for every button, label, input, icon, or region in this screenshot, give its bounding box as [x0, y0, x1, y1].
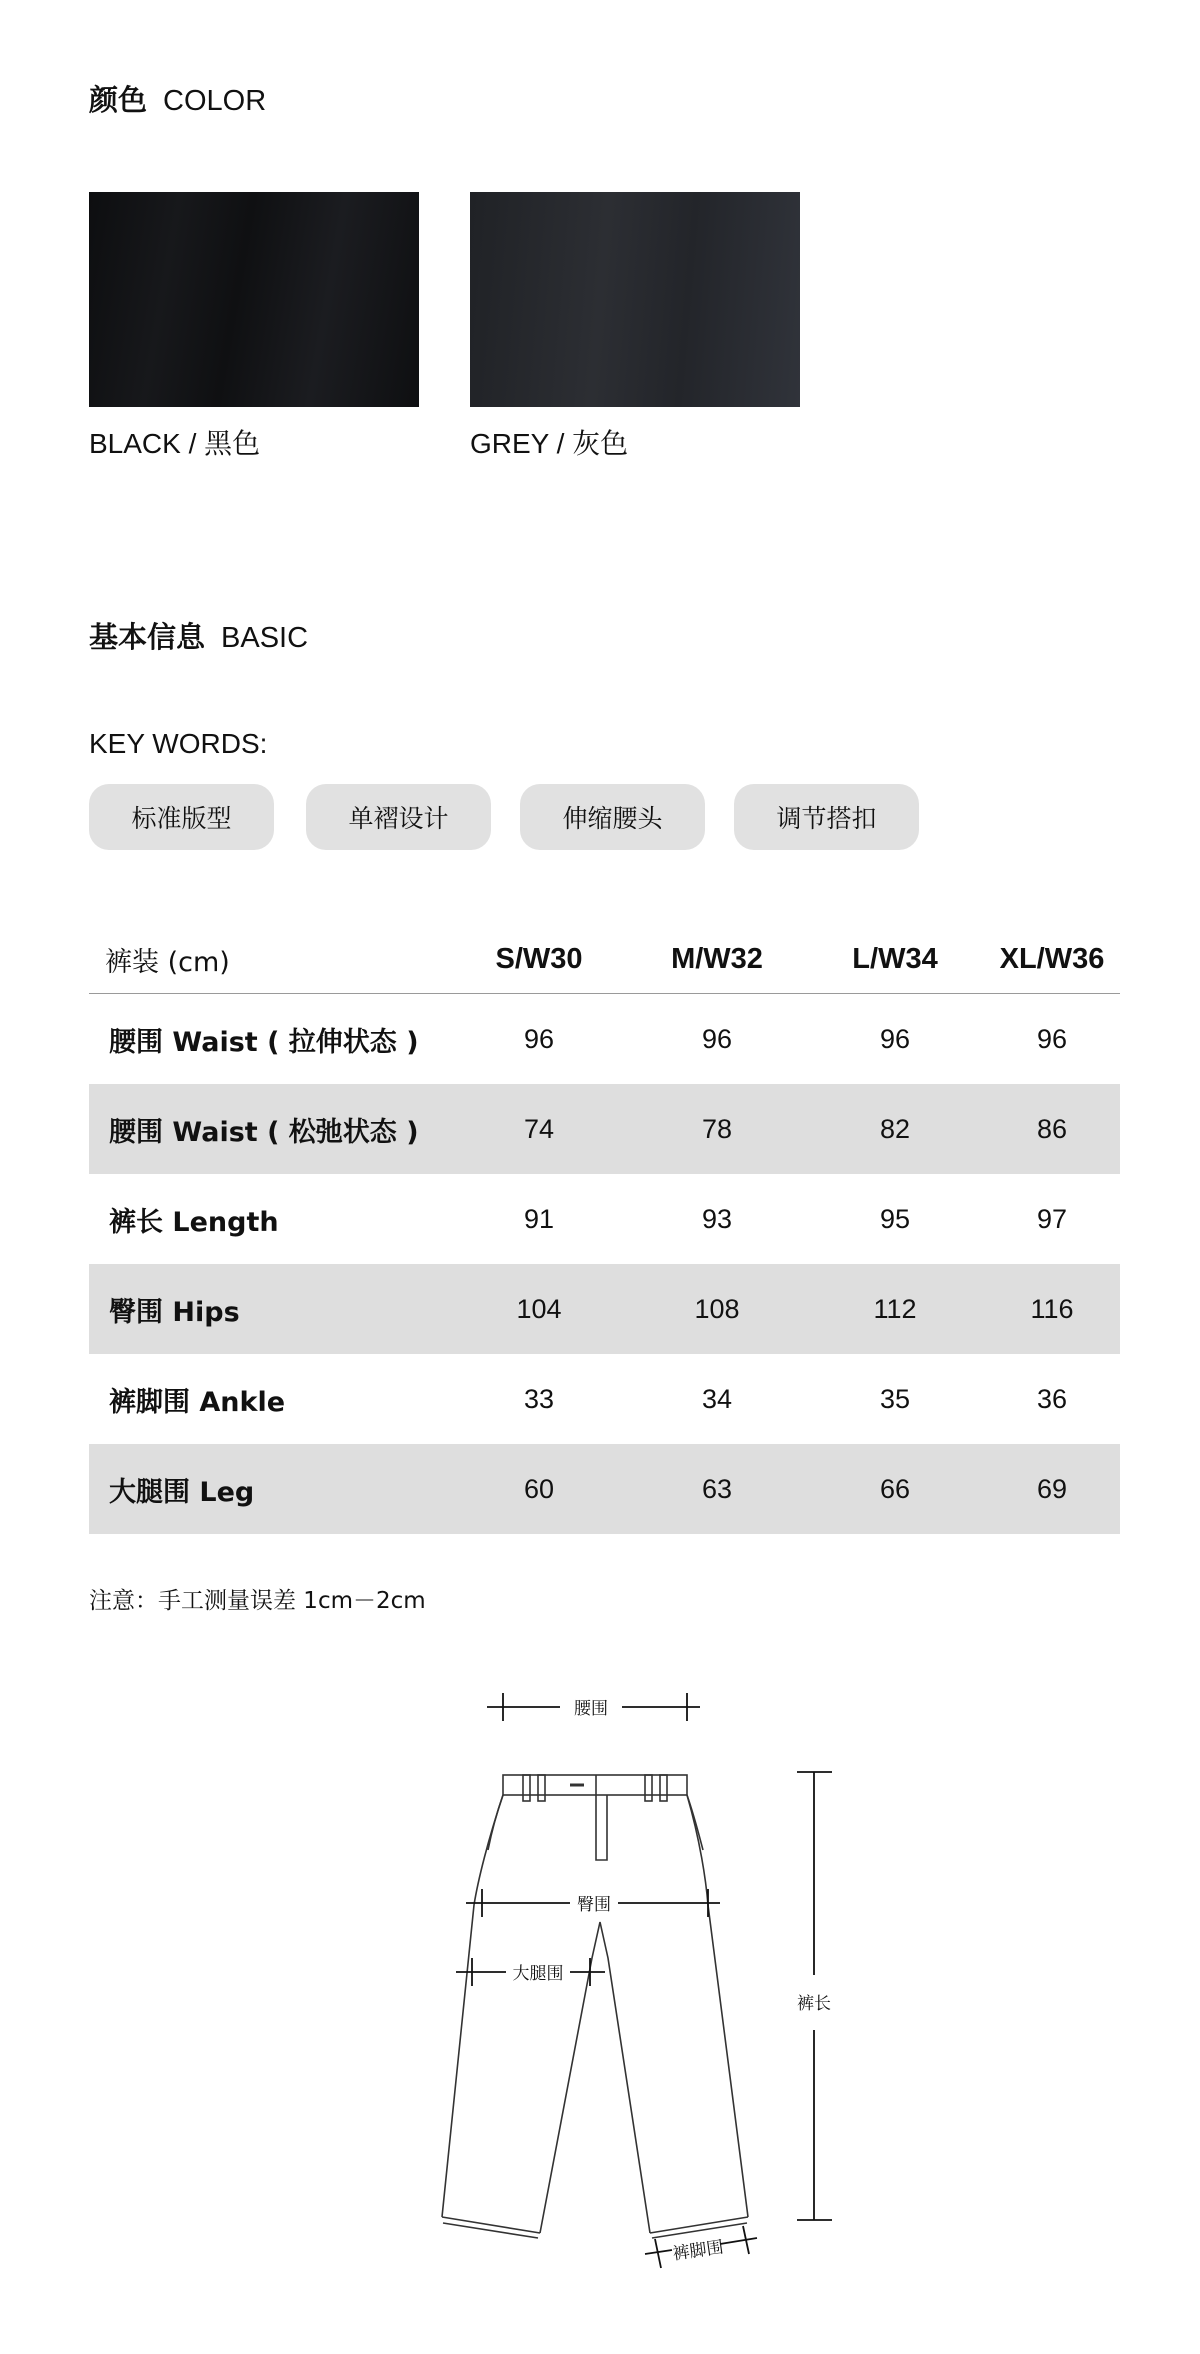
swatch-grey-label: GREY / 灰色: [470, 428, 629, 459]
table-cell: 33: [523, 1383, 555, 1414]
keyword-tag: 调节搭扣: [734, 784, 919, 850]
leg-measure-label: 大腿围: [512, 1964, 564, 1984]
table-cell: 35: [879, 1383, 911, 1414]
table-cell: 108: [628, 1264, 806, 1354]
keyword-tag: 伸缩腰头: [520, 784, 705, 850]
header-cell: M/W32: [628, 925, 806, 994]
basic-title-zh: 基本信息: [89, 620, 206, 654]
table-cell: 69: [984, 1444, 1120, 1534]
measurement-note: 注意：手工测量误差 1cm－2cm: [89, 1588, 426, 1614]
table-cell: 91: [523, 1203, 555, 1234]
header-cell: 裤装 (cm): [89, 925, 450, 994]
header-cell: S/W30: [450, 925, 628, 994]
table-cell: 93: [701, 1203, 733, 1234]
row-label: 大腿围 Leg: [89, 1444, 450, 1534]
table-cell: 74: [450, 1084, 628, 1174]
waist-measure-label: 腰围: [574, 1699, 608, 1719]
row-label: 裤长 Length: [109, 1206, 279, 1238]
table-cell: 95: [879, 1203, 911, 1234]
ankle-measure-label: 裤脚围: [671, 2237, 725, 2265]
keyword-tag: 单褶设计: [306, 784, 491, 850]
row-label: 臀围 Hips: [89, 1264, 450, 1354]
table-cell: 66: [806, 1444, 984, 1534]
table-cell: 104: [450, 1264, 628, 1354]
hips-measure-label: 臀围: [577, 1895, 611, 1915]
row-label: 腰围 Waist ( 松弛状态 ): [89, 1084, 450, 1174]
table-cell: 82: [806, 1084, 984, 1174]
table-cell: 96: [523, 1023, 555, 1054]
color-title-zh: 颜色: [89, 83, 148, 117]
table-cell: 60: [450, 1444, 628, 1534]
header-cell: XL/W36: [984, 925, 1120, 994]
row-label: 裤脚围 Ankle: [109, 1386, 286, 1418]
table-cell: 96: [1036, 1023, 1068, 1054]
table-cell: 96: [701, 1023, 733, 1054]
table-cell: 116: [984, 1264, 1120, 1354]
table-cell: 86: [984, 1084, 1120, 1174]
table-cell: 112: [806, 1264, 984, 1354]
color-title-en: COLOR: [163, 85, 267, 117]
table-cell: 78: [628, 1084, 806, 1174]
table-cell: 34: [701, 1383, 733, 1414]
row-label: 腰围 Waist ( 拉伸状态 ): [109, 1026, 419, 1058]
pants-outline: [442, 1775, 748, 2238]
keywords-label: KEY WORDS:: [89, 728, 268, 759]
basic-title-en: BASIC: [221, 622, 309, 654]
length-measure-label: 裤长: [797, 1994, 831, 2014]
header-cell: L/W34: [806, 925, 984, 994]
keyword-tag: 标准版型: [89, 784, 274, 850]
swatch-black-label: BLACK / 黑色: [89, 428, 261, 459]
table-cell: 36: [1036, 1383, 1068, 1414]
table-cell: 63: [628, 1444, 806, 1534]
table-cell: 97: [1036, 1203, 1068, 1234]
table-cell: 96: [879, 1023, 911, 1054]
